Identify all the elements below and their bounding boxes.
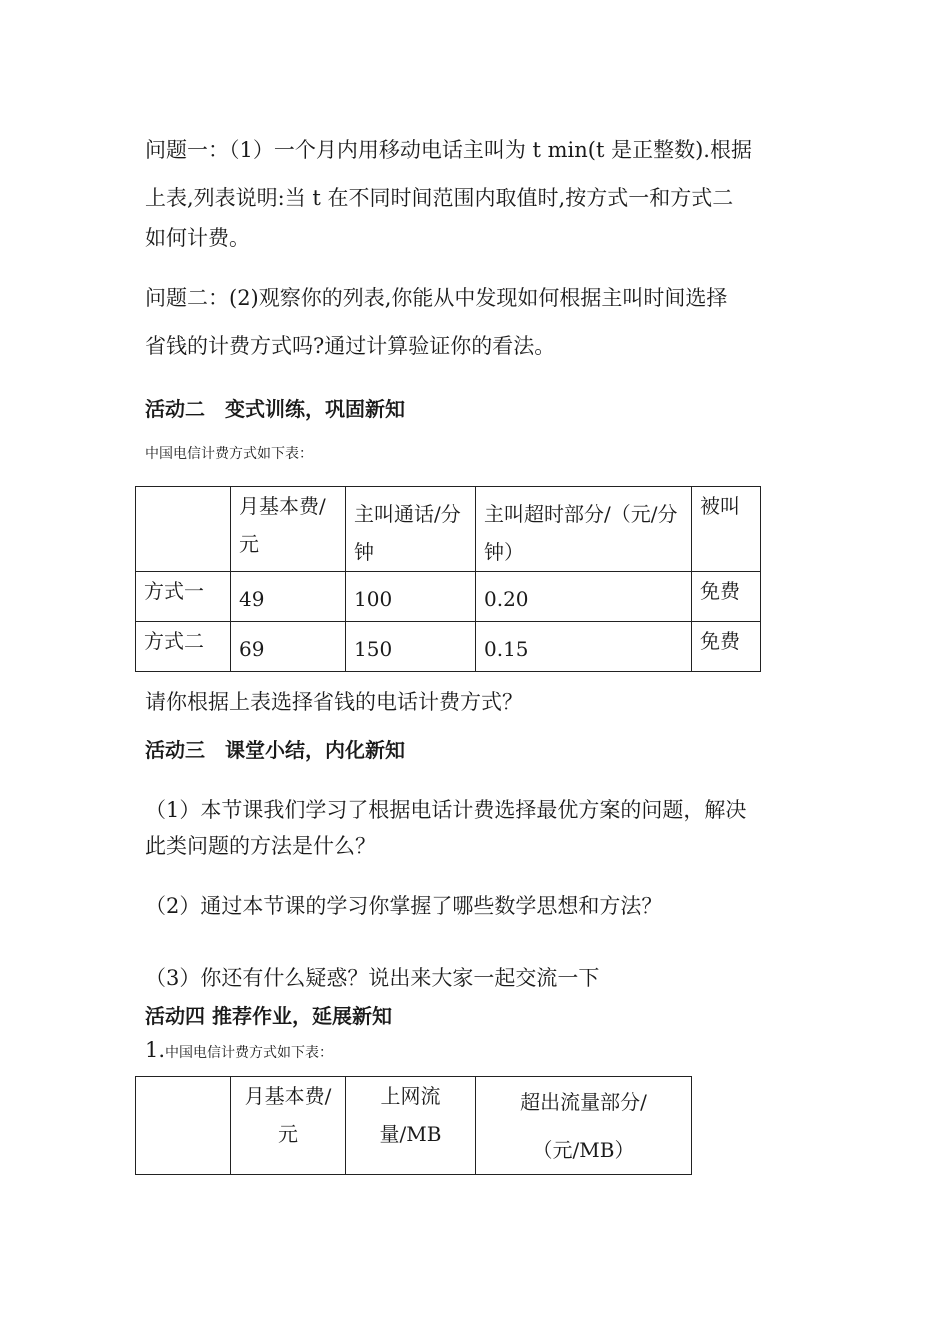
- header-text: 月基本费/元: [239, 494, 326, 556]
- homework-caption-text: 中国电信计费方式如下表：: [165, 1045, 334, 1061]
- summary2: （2）通过本节课的学习你掌握了哪些数学思想和方法？: [145, 894, 663, 918]
- table2: [135, 1076, 692, 1175]
- table-header-cell: [346, 1077, 476, 1175]
- activity3-heading: 活动三 课堂小结，内化新知: [145, 738, 405, 762]
- table-cell: 69: [231, 622, 346, 672]
- table-cell: 150: [346, 622, 476, 672]
- table-cell: 49: [231, 572, 346, 622]
- table-cell: 0.20: [476, 572, 692, 622]
- table1-caption: 中国电信计费方式如下表：: [145, 446, 313, 462]
- q1-line2: 上表,列表说明:当 t 在不同时间范围内取值时,按方式一和方式二: [145, 186, 734, 210]
- q2-line1: 问题二：(2)观察你的列表,你能从中发现如何根据主叫时间选择: [145, 286, 728, 310]
- table-row: [136, 622, 761, 672]
- activity2-heading: 活动二 变式训练，巩固新知: [145, 397, 405, 421]
- table-row: [136, 1077, 692, 1175]
- table-cell: 0.15: [476, 622, 692, 672]
- q2-line2: 省钱的计费方式吗?通过计算验证你的看法。: [145, 334, 556, 358]
- homework-caption: [145, 1038, 333, 1062]
- table-header-cell: 被叫: [692, 487, 761, 572]
- table-header-cell: [476, 1077, 692, 1175]
- table-header-cell: [346, 487, 476, 572]
- table-header-cell: [231, 1077, 346, 1175]
- table-row: [136, 572, 761, 622]
- summary1-line2: 此类问题的方法是什么？: [145, 834, 376, 858]
- row-label: 方式一: [136, 572, 231, 622]
- homework-number: 1.: [145, 1038, 166, 1062]
- row-label: 方式二: [136, 622, 231, 672]
- table-cell: 100: [346, 572, 476, 622]
- table-cell: [136, 487, 231, 572]
- table-header-cell: [476, 487, 692, 572]
- header-text: 主叫超时部分/（元/分钟）: [484, 502, 678, 564]
- header-text: 主叫通话/分钟: [354, 502, 461, 564]
- summary3: （3）你还有什么疑惑？说出来大家一起交流一下: [145, 966, 600, 990]
- header-text: 上网流量/MB: [379, 1084, 442, 1146]
- header-text: 月基本费/元: [244, 1084, 332, 1146]
- table-cell: [136, 1077, 231, 1175]
- table-cell: 免费: [692, 622, 761, 672]
- q1-line3: 如何计费。: [145, 226, 250, 250]
- table1-question: 请你根据上表选择省钱的电话计费方式？: [145, 690, 523, 714]
- summary1-line1: （1）本节课我们学习了根据电话计费选择最优方案的问题，解决: [145, 798, 747, 822]
- header-text: 超出流量部分/（元/MB）: [520, 1089, 647, 1162]
- q1-line1: 问题一：（1）一个月内用移动电话主叫为 t min(t 是正整数).根据: [145, 138, 752, 162]
- table-header-cell: [231, 487, 346, 572]
- table-row: [136, 487, 761, 572]
- table-cell: 免费: [692, 572, 761, 622]
- activity4-heading: 活动四 推荐作业，延展新知: [145, 1004, 392, 1028]
- table1: [135, 486, 761, 672]
